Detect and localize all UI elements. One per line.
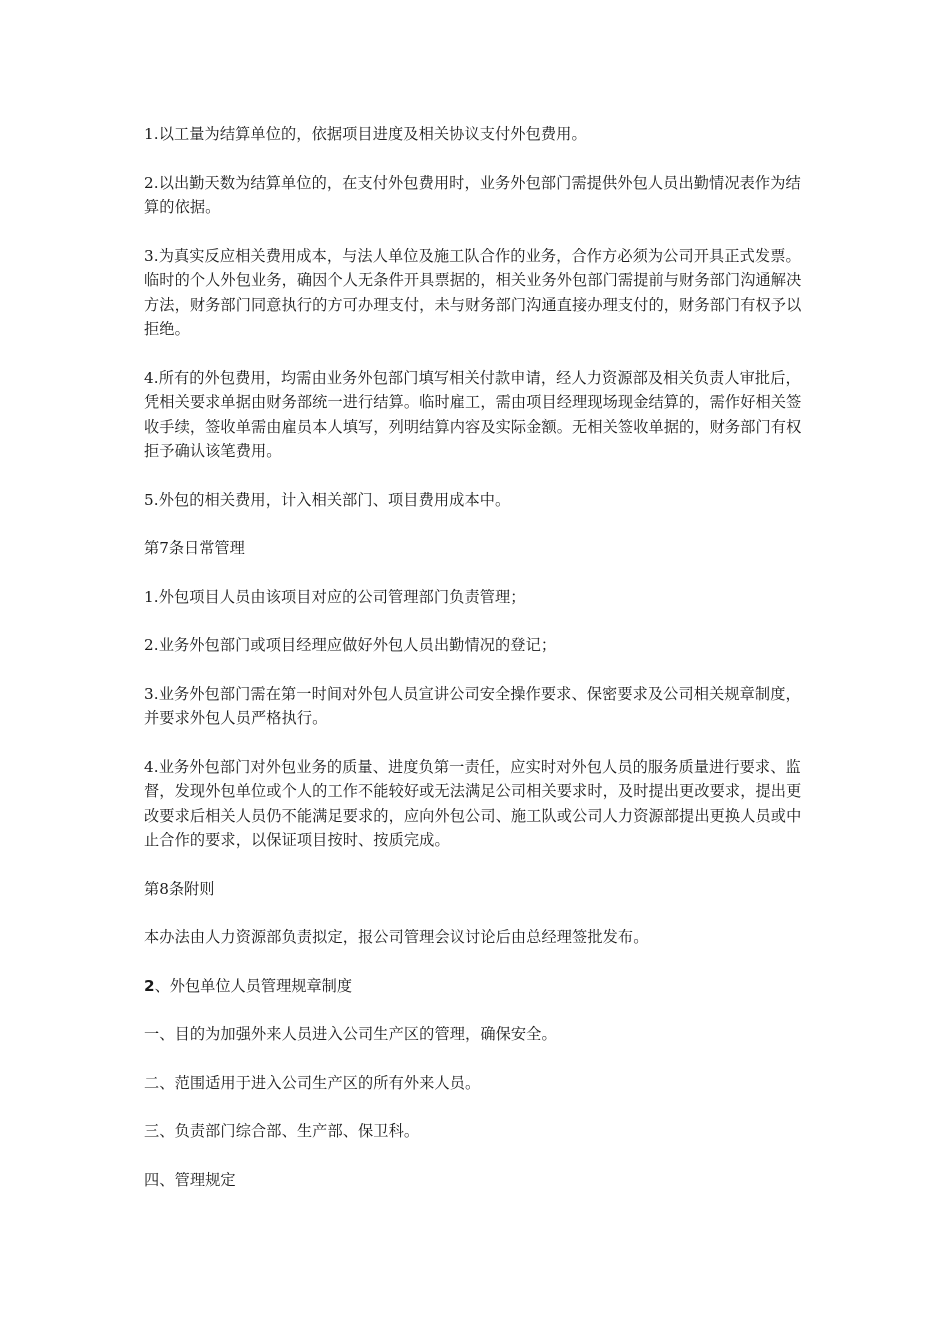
payment-clause-2: 2.以出勤天数为结算单位的，在支付外包费用时，业务外包部门需提供外包人员出勤情况表作为结算的依据。 bbox=[144, 173, 801, 216]
section-2-item-4: 四、管理规定 bbox=[144, 1170, 236, 1189]
payment-clause-4: 4.所有的外包费用，均需由业务外包部门填写相关付款申请，经人力资源部及相关负责人审批后，凭相关要求单据由财务部统一进行结算。临时雇工，需由项目经理现场现金结算的，需作好相关签收手续，签收单需由雇员本人填写，列明结算内容及实际金额。无相关签收单据的，财务部门有权拒予确认该笔费用。 bbox=[144, 368, 802, 460]
section-2-item-2: 二、范围适用于进入公司生产区的所有外来人员。 bbox=[144, 1073, 481, 1092]
article-7-title: 第7条日常管理 bbox=[144, 539, 245, 557]
article-7-item-1: 1.外包项目人员由该项目对应的公司管理部门负责管理； bbox=[144, 587, 526, 606]
section-2-item-3: 三、负责部门综合部、生产部、保卫科。 bbox=[144, 1122, 420, 1140]
section-2-title: 、外包单位人员管理规章制度 bbox=[154, 976, 353, 995]
section-2-item-1: 一、目的为加强外来人员进入公司生产区的管理，确保安全。 bbox=[144, 1025, 557, 1043]
payment-clause-1: 1.以工量为结算单位的，依据项目进度及相关协议支付外包费用。 bbox=[144, 125, 587, 143]
payment-clause-3: 3.为真实反应相关费用成本，与法人单位及施工队合作的业务，合作方必须为公司开具正式发票。临时的个人外包业务，确因个人无条件开具票据的，相关业务外包部门需提前与财务部门沟通解决方法，财务部门同意执行的方可办理支付，未与财务部门沟通直接办理支付的，财务部门有权予以拒绝。 bbox=[144, 246, 802, 338]
section-2-number: 2 bbox=[144, 976, 155, 995]
article-7-item-2: 2.业务外包部门或项目经理应做好外包人员出勤情况的登记； bbox=[144, 636, 557, 654]
article-8-text: 本办法由人力资源部负责拟定，报公司管理会议讨论后由总经理签批发布。 bbox=[144, 928, 649, 946]
article-8-title: 第8条附则 bbox=[144, 879, 215, 898]
article-7-item-3: 3.业务外包部门需在第一时间对外包人员宣讲公司安全操作要求、保密要求及公司相关规章制度，并要求外包人员严格执行。 bbox=[144, 684, 801, 727]
section-2-heading bbox=[144, 974, 812, 999]
document-page bbox=[144, 122, 812, 1216]
payment-clause-5: 5.外包的相关费用，计入相关部门、项目费用成本中。 bbox=[144, 490, 511, 509]
article-7-item-4: 4.业务外包部门对外包业务的质量、进度负第一责任，应实时对外包人员的服务质量进行要求、监督，发现外包单位或个人的工作不能较好或无法满足公司相关要求时，及时提出更改要求，提出更改要求后相关人员仍不能满足要求的，应向外包公司、施工队或公司人力资源部提出更换人员或中止合作的要求，以保证项目按时、按质完成。 bbox=[144, 757, 802, 849]
